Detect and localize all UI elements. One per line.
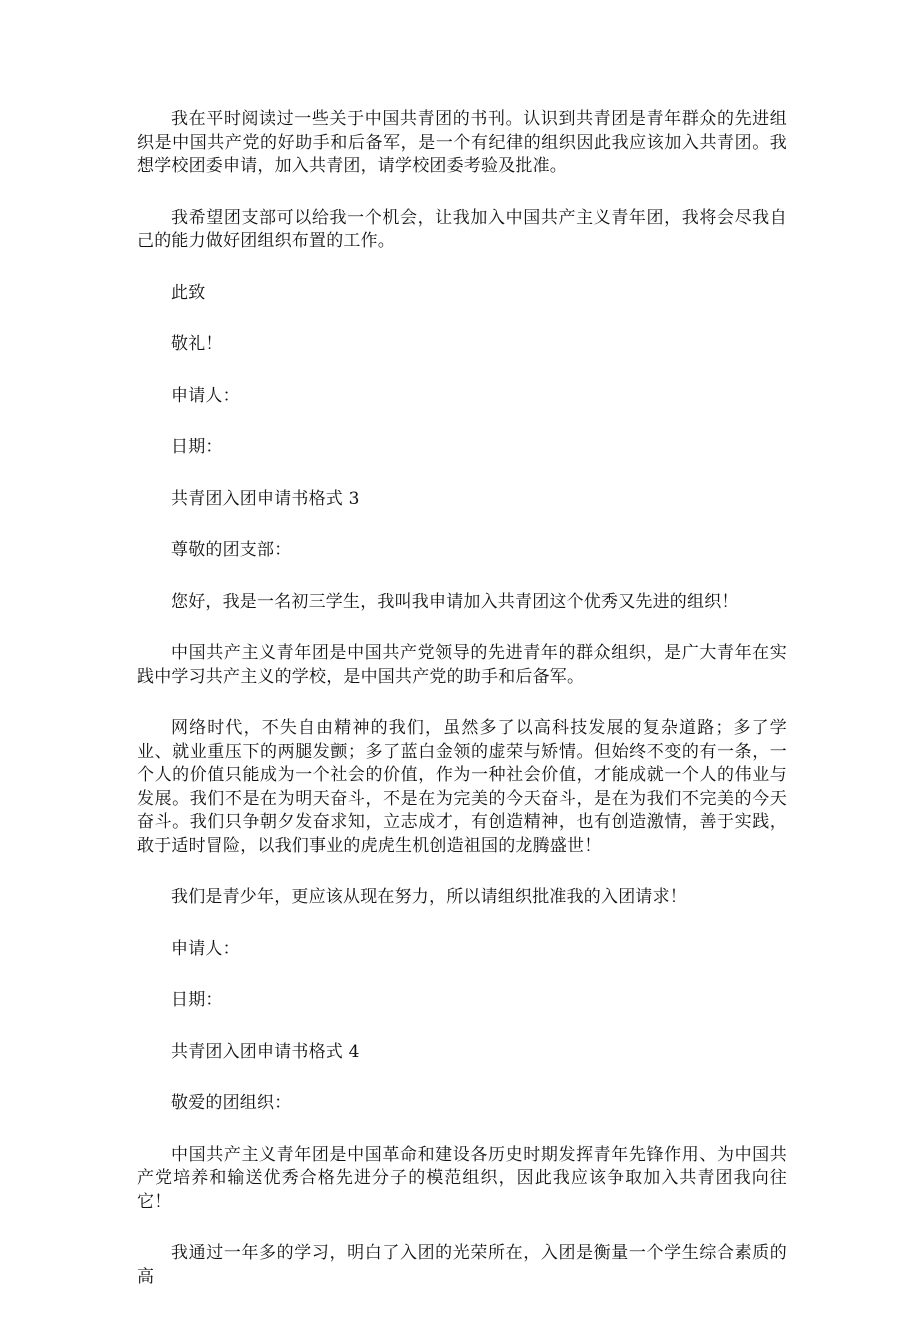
paragraph-league-definition: 中国共产主义青年团是中国共产党领导的先进青年的群众组织，是广大青年在实践中学习共产主义的学校，是中国共产党的助手和后备军。 [137, 643, 787, 687]
closing-salutation: 此致 [171, 282, 206, 303]
greeting-branch: 尊敬的团支部： [171, 540, 292, 560]
section-heading-format-4: 共青团入团申请书格式 4 [171, 1041, 360, 1062]
applicant-label-2: 申请人： [171, 938, 240, 959]
applicant-label: 申请人： [171, 385, 240, 406]
paragraph-intro: 我在平时阅读过一些关于中国共青团的书刊。认识到共青团是青年群众的先进组织是中国共产党的好助手和后备军，是一个有纪律的组织因此我应该加入共青团。我想学校团委申请，加入共青团，请学校团委考验及批准。 [137, 109, 787, 176]
paragraph-network-era: 网络时代，不失自由精神的我们，虽然多了以高科技发展的复杂道路；多了学业、就业重压下的两腿发颤；多了蓝白金领的虚荣与矫情。但始终不变的有一条，一个人的价值只能成为一个社会的价值，作为一种社会价值，才能成就一个人的伟业与发展。我们不是在为明天奋斗，不是在为完美的今天奋斗，是在为我们不完美的今天奋斗。我们只争朝夕发奋求知，立志成才，有创造精神，也有创造激情，善于实践，敢于适时冒险，以我们事业的虎虎生机创造祖国的龙腾盛世！ [137, 718, 787, 856]
paragraph-youth-request: 我们是青少年，更应该从现在努力，所以请组织批准我的入团请求！ [171, 887, 687, 907]
paragraph-study-partial: 我通过一年多的学习，明白了入团的光荣所在，入团是衡量一个学生综合素质的高 [137, 1243, 787, 1287]
date-label-2: 日期： [171, 990, 223, 1010]
date-label: 日期： [171, 437, 223, 457]
greeting-organization: 敬爱的团组织： [171, 1093, 292, 1113]
paragraph-self-intro: 您好，我是一名初三学生，我叫我申请加入共青团这个优秀又先进的组织！ [171, 591, 739, 612]
document-body [137, 108, 787, 1317]
paragraph-league-role: 中国共产主义青年团是中国革命和建设各历史时期发挥青年先锋作用、为中国共产党培养和输送优秀合格先进分子的模范组织，因此我应该争取加入共青团我向往它！ [137, 1144, 787, 1212]
paragraph-hope: 我希望团支部可以给我一个机会，让我加入中国共产主义青年团，我将会尽我自己的能力做好团组织布置的工作。 [137, 207, 787, 251]
closing-regards: 敬礼！ [171, 334, 223, 354]
section-heading-format-3: 共青团入团申请书格式 3 [171, 488, 360, 509]
